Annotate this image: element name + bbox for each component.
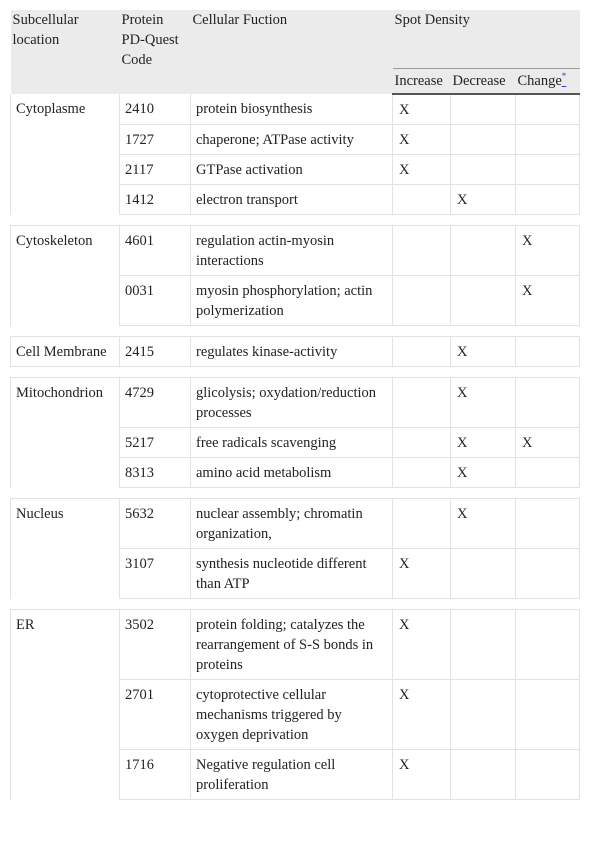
function-cell: amino acid metabolism <box>191 458 393 488</box>
increase-cell <box>393 458 451 488</box>
change-cell <box>516 94 580 125</box>
code-cell: 5632 <box>120 499 191 549</box>
spacer-cell <box>11 326 580 337</box>
change-cell <box>516 549 580 599</box>
code-cell: 1716 <box>120 750 191 800</box>
decrease-cell: X <box>451 185 516 215</box>
decrease-cell: X <box>451 458 516 488</box>
change-cell <box>516 610 580 680</box>
change-cell <box>516 337 580 367</box>
function-cell: free radicals scavenging <box>191 428 393 458</box>
increase-cell: X <box>393 680 451 750</box>
code-cell: 8313 <box>120 458 191 488</box>
group-spacer <box>11 599 580 610</box>
increase-cell: X <box>393 94 451 125</box>
spacer-cell <box>11 215 580 226</box>
code-cell: 2410 <box>120 94 191 125</box>
code-cell: 0031 <box>120 276 191 326</box>
function-cell: myosin phosphorylation; actin polymerization <box>191 276 393 326</box>
decrease-cell <box>451 155 516 185</box>
function-cell: regulates kinase-activity <box>191 337 393 367</box>
table-header <box>11 10 580 94</box>
decrease-cell: X <box>451 499 516 549</box>
decrease-cell <box>451 226 516 276</box>
header-change-label: Change <box>517 73 562 89</box>
increase-cell <box>393 185 451 215</box>
function-cell: synthesis nucleotide different than ATP <box>191 549 393 599</box>
decrease-cell: X <box>451 378 516 428</box>
decrease-cell <box>451 125 516 155</box>
code-cell: 2701 <box>120 680 191 750</box>
code-cell: 4729 <box>120 378 191 428</box>
group-spacer <box>11 488 580 499</box>
increase-cell <box>393 226 451 276</box>
header-decrease: Decrease <box>451 69 516 95</box>
decrease-cell <box>451 276 516 326</box>
location-cell: ER <box>11 610 120 800</box>
increase-cell: X <box>393 155 451 185</box>
increase-cell <box>393 499 451 549</box>
function-cell: Negative regulation cell proliferation <box>191 750 393 800</box>
change-cell <box>516 185 580 215</box>
function-cell: electron transport <box>191 185 393 215</box>
location-cell: Cell Membrane <box>11 337 120 367</box>
increase-cell <box>393 276 451 326</box>
group-spacer <box>11 326 580 337</box>
table-row <box>11 94 580 125</box>
spacer-cell <box>11 367 580 378</box>
function-cell: regulation actin-myosin interactions <box>191 226 393 276</box>
footnote-link[interactable] <box>562 73 567 89</box>
change-cell <box>516 378 580 428</box>
code-cell: 5217 <box>120 428 191 458</box>
change-cell <box>516 155 580 185</box>
table-row <box>11 337 580 367</box>
location-cell: Nucleus <box>11 499 120 599</box>
increase-cell: X <box>393 549 451 599</box>
decrease-cell <box>451 610 516 680</box>
increase-cell <box>393 337 451 367</box>
spacer-cell <box>11 488 580 499</box>
group-spacer <box>11 367 580 378</box>
code-cell: 4601 <box>120 226 191 276</box>
change-cell: X <box>516 226 580 276</box>
code-cell: 3502 <box>120 610 191 680</box>
header-function: Cellular Fuction <box>191 10 393 94</box>
change-cell <box>516 125 580 155</box>
increase-cell: X <box>393 610 451 680</box>
code-cell: 2117 <box>120 155 191 185</box>
location-cell: Cytoskeleton <box>11 226 120 326</box>
change-cell <box>516 680 580 750</box>
header-change <box>516 69 580 95</box>
decrease-cell <box>451 680 516 750</box>
increase-cell <box>393 428 451 458</box>
table-row <box>11 499 580 549</box>
spacer-cell <box>11 599 580 610</box>
decrease-cell: X <box>451 428 516 458</box>
increase-cell: X <box>393 125 451 155</box>
protein-table <box>10 10 580 800</box>
table-row <box>11 610 580 680</box>
decrease-cell <box>451 750 516 800</box>
table-row <box>11 226 580 276</box>
function-cell: cytoprotective cellular mechanisms triggered by oxygen deprivation <box>191 680 393 750</box>
table-body <box>11 94 580 800</box>
decrease-cell <box>451 549 516 599</box>
function-cell: protein biosynthesis <box>191 94 393 125</box>
function-cell: protein folding; catalyzes the rearrangement of S-S bonds in proteins <box>191 610 393 680</box>
function-cell: chaperone; ATPase activity <box>191 125 393 155</box>
function-cell: glicolysis; oxydation/reduction processes <box>191 378 393 428</box>
increase-cell: X <box>393 750 451 800</box>
change-cell: X <box>516 276 580 326</box>
change-cell: X <box>516 428 580 458</box>
location-cell: Mitochondrion <box>11 378 120 488</box>
function-cell: GTPase activation <box>191 155 393 185</box>
change-cell <box>516 458 580 488</box>
header-increase: Increase <box>393 69 451 95</box>
decrease-cell <box>451 94 516 125</box>
code-cell: 1727 <box>120 125 191 155</box>
table-row <box>11 378 580 428</box>
location-cell: Cytoplasme <box>11 94 120 215</box>
code-cell: 1412 <box>120 185 191 215</box>
change-cell <box>516 750 580 800</box>
header-code: Protein PD-Quest Code <box>120 10 191 94</box>
header-location: Subcellular location <box>11 10 120 94</box>
code-cell: 3107 <box>120 549 191 599</box>
footnote-marker: * <box>561 71 567 82</box>
group-spacer <box>11 215 580 226</box>
code-cell: 2415 <box>120 337 191 367</box>
decrease-cell: X <box>451 337 516 367</box>
change-cell <box>516 499 580 549</box>
function-cell: nuclear assembly; chromatin organization, <box>191 499 393 549</box>
header-spot-density: Spot Density <box>393 10 580 69</box>
increase-cell <box>393 378 451 428</box>
